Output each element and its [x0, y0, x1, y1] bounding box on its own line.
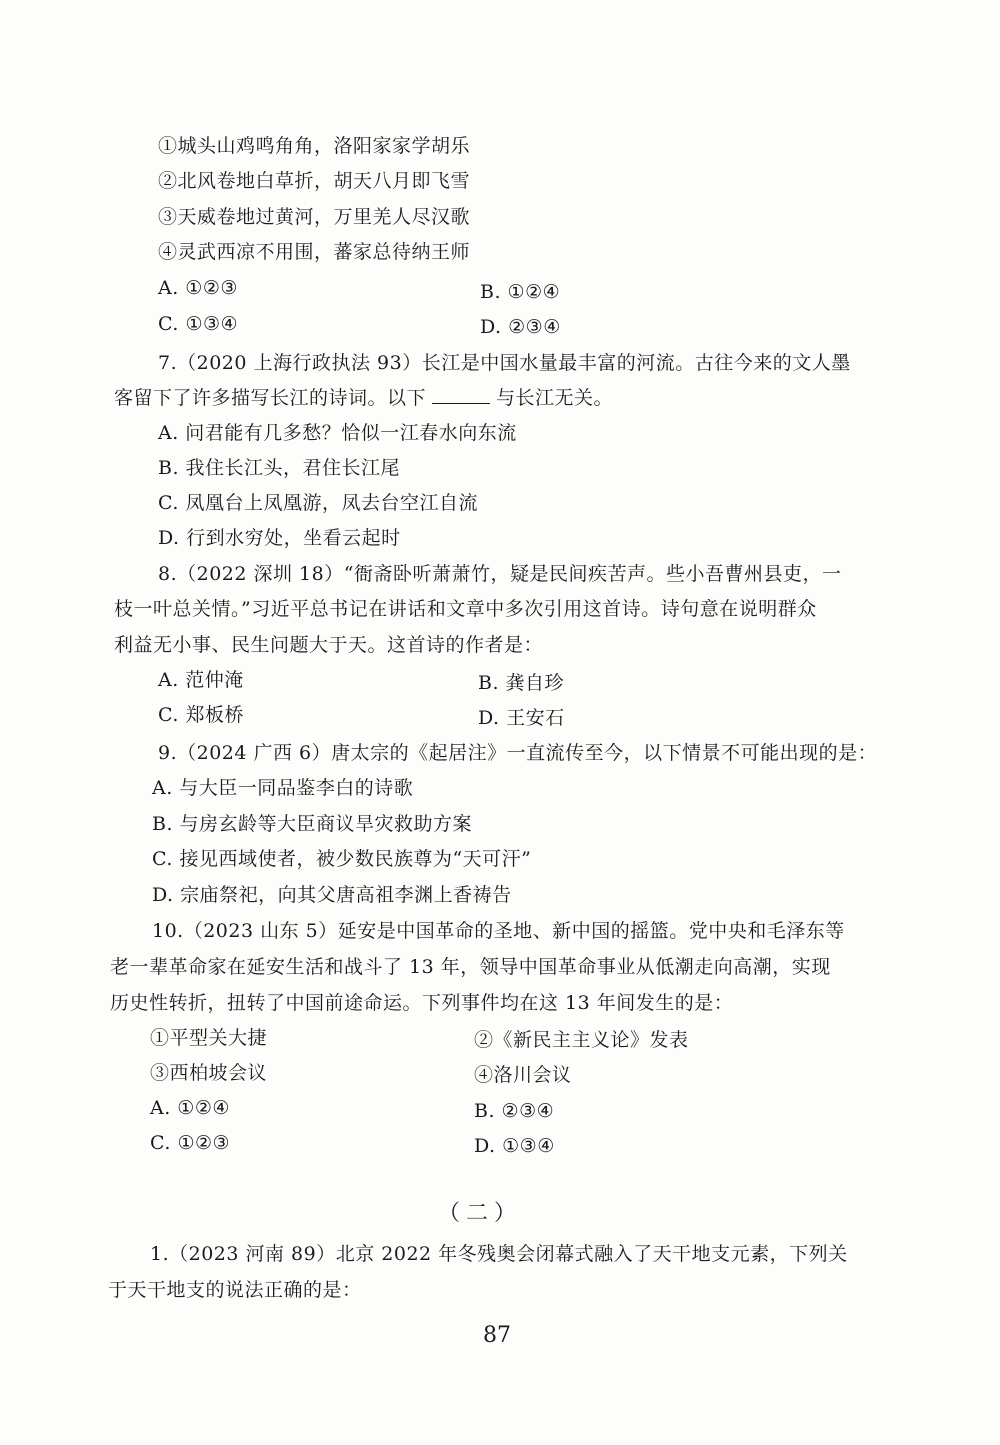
q8-option-b: B. 龚自珍 — [478, 672, 565, 694]
q10-option-a: A. ①②④ — [150, 1097, 230, 1119]
q8-option-d: D. 王安石 — [478, 707, 565, 729]
section2-q1-line-1: 1.（2023 河南 89）北京 2022 年冬残奥会闭幕式融入了天干地支元素，下列关 — [150, 1243, 848, 1265]
q7-stem-line-2 — [114, 385, 613, 411]
q9-option-d: D. 宗庙祭祀，向其父唐高祖李渊上香祷告 — [152, 884, 512, 906]
q10-item-1: ①平型关大捷 — [150, 1027, 268, 1049]
intro-item-1: ①城头山鸡鸣角角，洛阳家家学胡乐 — [158, 135, 471, 157]
q6-option-a: A. ①②③ — [158, 277, 238, 299]
q9-option-a: A. 与大臣一同品鉴李白的诗歌 — [152, 777, 414, 799]
q9-option-c: C. 接见西域使者，被少数民族尊为“天可汗” — [152, 848, 532, 870]
q8-option-a: A. 范仲淹 — [158, 669, 244, 691]
intro-item-2: ②北风卷地白草折，胡天八月即飞雪 — [158, 170, 471, 192]
q10-option-d: D. ①③④ — [474, 1135, 555, 1157]
q10-item-3: ③西柏坡会议 — [150, 1062, 268, 1084]
section-title: （二） — [438, 1201, 523, 1226]
q7-stem-after-blank: 与长江无关。 — [496, 387, 614, 409]
q8-option-c: C. 郑板桥 — [158, 704, 244, 726]
q10-option-c: C. ①②③ — [150, 1132, 231, 1154]
q10-stem-line-3: 历史性转折，扭转了中国前途命运。下列事件均在这 13 年间发生的是： — [110, 992, 734, 1014]
page-number: 87 — [483, 1323, 511, 1348]
q7-stem-line-1: 7.（2020 上海行政执法 93）长江是中国水量最丰富的河流。古往今来的文人墨 — [158, 352, 851, 374]
q6-option-b: B. ①②④ — [480, 281, 561, 303]
q10-stem-line-2: 老一辈革命家在延安生活和战斗了 13 年，领导中国革命事业从低潮走向高潮，实现 — [110, 956, 831, 978]
section2-q1-line-2: 于天干地支的说法正确的是： — [108, 1279, 362, 1301]
intro-item-3: ③天威卷地过黄河，万里羌人尽汉歌 — [158, 206, 471, 228]
q7-stem-before-blank: 客留下了许多描写长江的诗词。以下 — [114, 387, 427, 409]
q6-option-d: D. ②③④ — [480, 316, 561, 338]
q10-item-4: ④洛川会议 — [474, 1064, 572, 1086]
q7-option-a: A. 问君能有几多愁？恰似一江春水向东流 — [158, 422, 517, 444]
q10-stem-line-1: 10.（2023 山东 5）延安是中国革命的圣地、新中国的摇篮。党中央和毛泽东等 — [152, 920, 845, 942]
q7-option-b: B. 我住长江头，君住长江尾 — [158, 457, 401, 479]
q8-stem-line-1: 8.（2022 深圳 18）“衙斋卧听萧萧竹，疑是民间疾苦声。些小吾曹州县吏，一 — [158, 563, 842, 585]
q7-option-c: C. 凤凰台上凤凰游，凤去台空江自流 — [158, 492, 478, 514]
intro-item-4: ④灵武西凉不用围，蕃家总待纳王师 — [158, 241, 471, 263]
q10-item-2: ②《新民主主义论》发表 — [474, 1029, 689, 1051]
q8-stem-line-3: 利益无小事、民生问题大于天。这首诗的作者是： — [114, 634, 544, 656]
q6-option-c: C. ①③④ — [158, 313, 239, 335]
q8-stem-line-2: 枝一叶总关情。”习近平总书记在讲话和文章中多次引用这首诗。诗句意在说明群众 — [114, 598, 817, 620]
answer-blank — [432, 385, 490, 404]
q9-option-b: B. 与房玄龄等大臣商议旱灾救助方案 — [152, 813, 473, 835]
q10-option-b: B. ②③④ — [474, 1100, 555, 1122]
q7-option-d: D. 行到水穷处，坐看云起时 — [158, 527, 401, 549]
q9-stem-line-1: 9.（2024 广西 6）唐太宗的《起居注》一直流传至今，以下情景不可能出现的是： — [158, 742, 878, 764]
